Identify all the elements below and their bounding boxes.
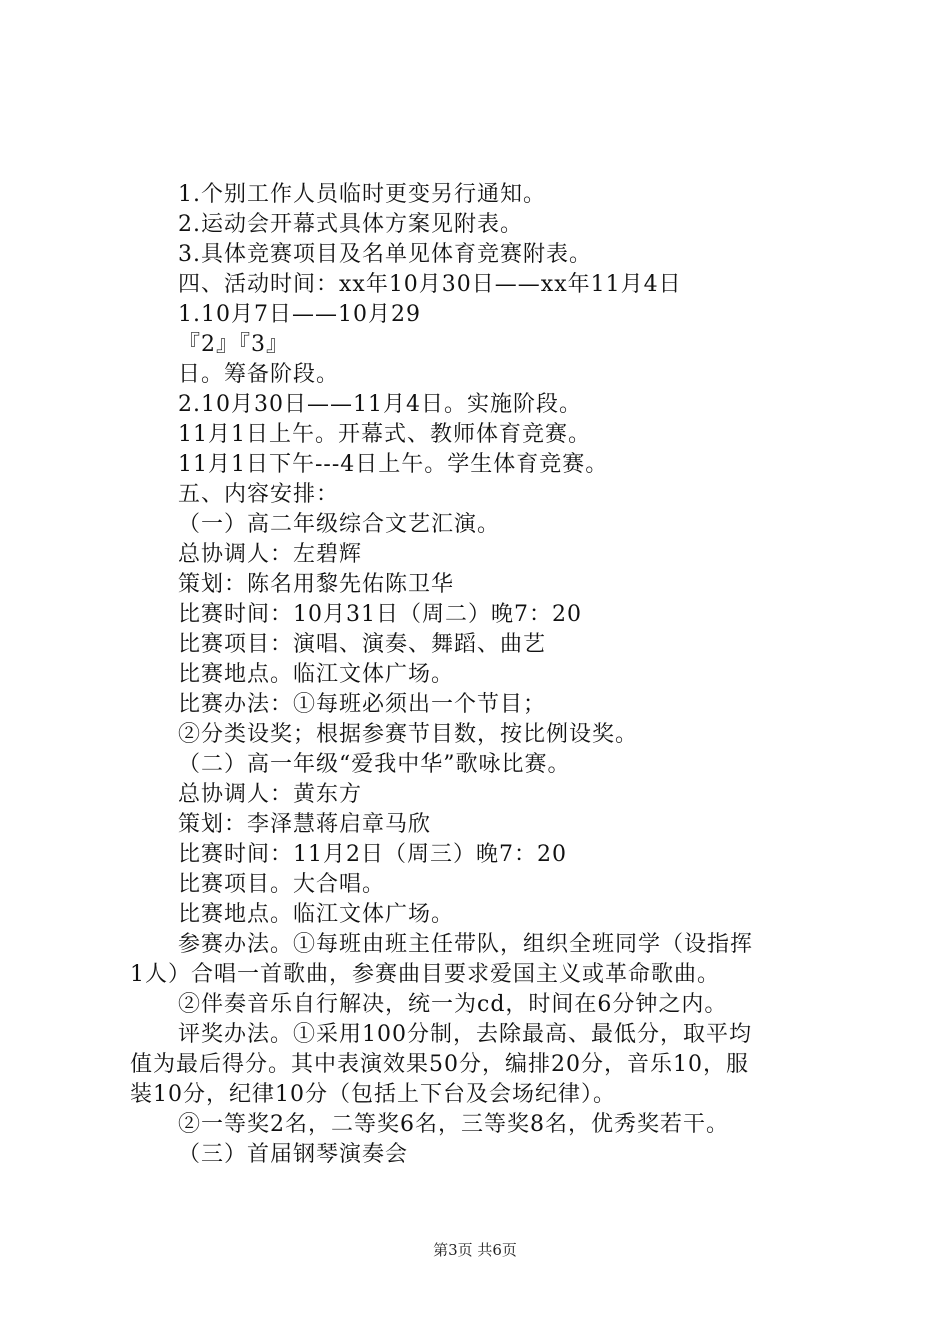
text-line: 比赛时间：11月2日（周三）晚7：20 <box>178 842 567 867</box>
text-line: 总协调人：左碧辉 <box>178 542 363 567</box>
text-line: 策划：李泽慧蒋启章马欣 <box>178 812 432 837</box>
subsection-heading: （二）高一年级“爱我中华”歌咏比赛。 <box>178 752 571 777</box>
text-line: 日。筹备阶段。 <box>178 362 340 387</box>
text-line: 比赛办法：①每班必须出一个节目； <box>178 692 547 717</box>
text-line: 比赛地点。临江文体广场。 <box>178 902 455 927</box>
text-line: 比赛项目：演唱、演奏、舞蹈、曲艺 <box>178 632 547 657</box>
text-line: 比赛地点。临江文体广场。 <box>178 662 455 687</box>
text-line: 总协调人：黄东方 <box>178 782 363 807</box>
text-line: 评奖办法。①采用100分制，去除最高、最低分，取平均 <box>178 1022 752 1047</box>
text-line: 11月1日下午---4日上午。学生体育竞赛。 <box>178 452 609 477</box>
text-line: 1.个别工作人员临时更变另行通知。 <box>178 182 546 207</box>
section-heading: 五、内容安排： <box>178 482 340 507</box>
text-line: ②伴奏音乐自行解决，统一为cd，时间在6分钟之内。 <box>178 992 728 1017</box>
text-line: 比赛项目。大合唱。 <box>178 872 386 897</box>
text-line: 参赛办法。①每班由班主任带队，组织全班同学（设指挥 <box>178 932 754 957</box>
reference-marker: 『2』『3』 <box>178 332 289 357</box>
text-line: 值为最后得分。其中表演效果50分，编排20分，音乐10，服 <box>130 1052 749 1077</box>
subsection-heading: （一）高二年级综合文艺汇演。 <box>178 512 501 537</box>
page-number-footer: 第3页 共6页 <box>433 1241 517 1259</box>
text-line: ②一等奖2名，二等奖6名，三等奖8名，优秀奖若干。 <box>178 1112 729 1137</box>
text-line: 1.10月7日——10月29 <box>178 302 421 327</box>
subsection-heading: （三）首届钢琴演奏会 <box>178 1142 409 1167</box>
section-heading: 四、活动时间：xx年10月30日——xx年11月4日 <box>178 272 682 297</box>
text-line: 2.运动会开幕式具体方案见附表。 <box>178 212 523 237</box>
text-line: 2.10月30日——11月4日。实施阶段。 <box>178 392 582 417</box>
text-line: ②分类设奖；根据参赛节目数，按比例设奖。 <box>178 722 639 747</box>
text-line: 11月1日上午。开幕式、教师体育竞赛。 <box>178 422 591 447</box>
text-line: 3.具体竞赛项目及名单见体育竞赛附表。 <box>178 242 592 267</box>
text-line: 1人）合唱一首歌曲，参赛曲目要求爱国主义或革命歌曲。 <box>130 962 720 987</box>
text-line: 装10分，纪律10分（包括上下台及会场纪律）。 <box>130 1082 616 1107</box>
text-line: 策划：陈名用黎先佑陈卫华 <box>178 572 455 597</box>
text-line: 比赛时间：10月31日（周二）晚7：20 <box>178 602 582 627</box>
